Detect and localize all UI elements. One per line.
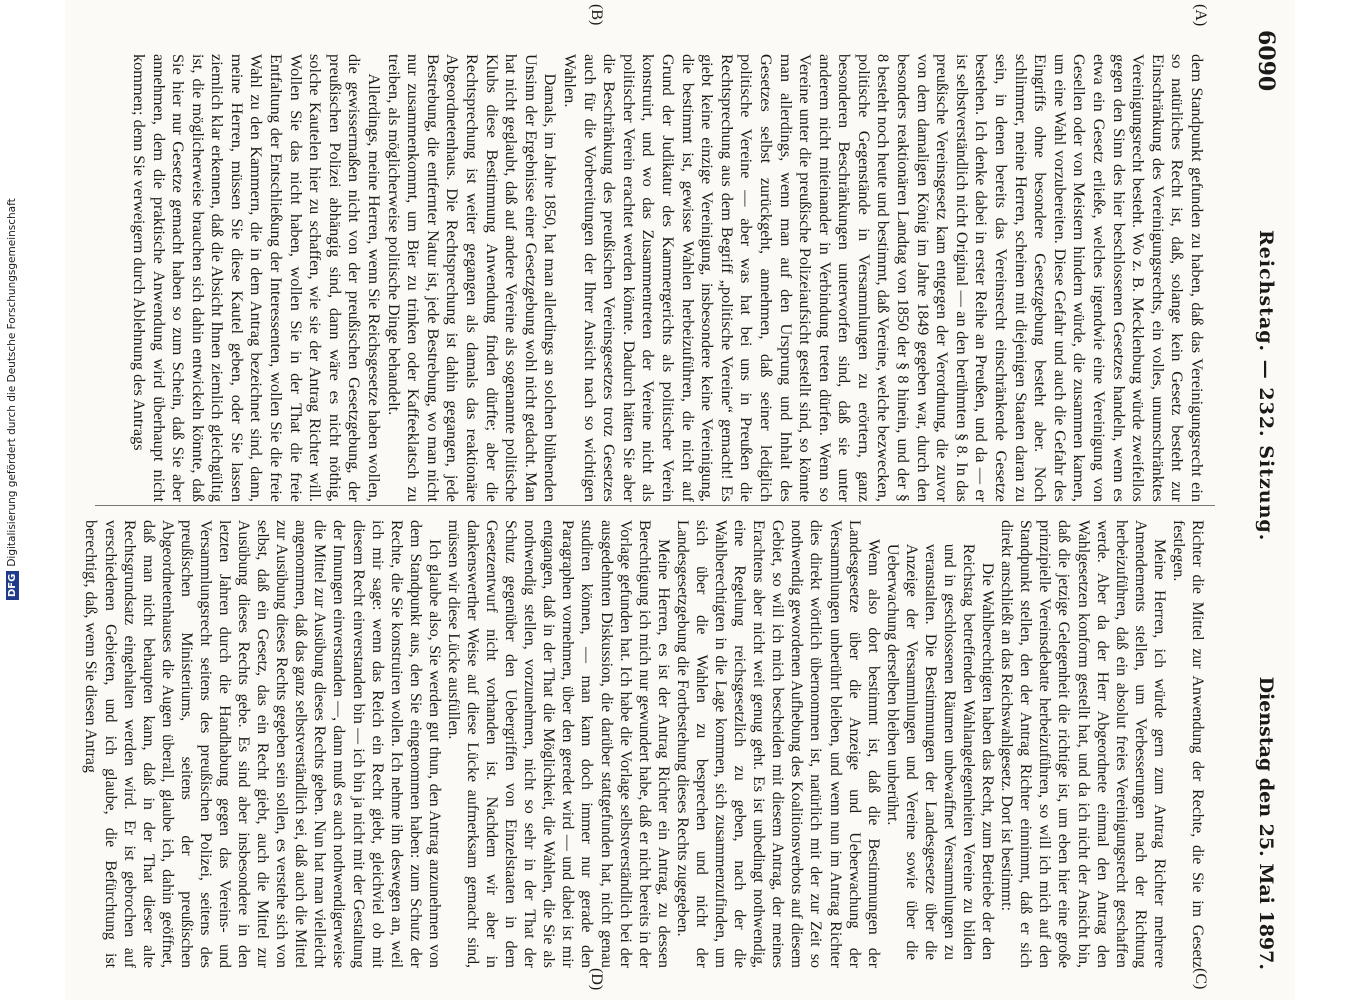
right-column	[81, 520, 1207, 968]
margin-marker-c: (C)	[1192, 968, 1209, 990]
right-paragraph-5: Meine Herren, es ist der Antrag Richter ein Antrag, zu dessen Berechtigung ich mich nur gewundert habe, daß er nicht bereits in der Vorlage gefunden hat. Ich habe die Vorlage selbstverständlich bei der ausgedehnten Diskussion, die darüber stattgefunden hat, nicht genau studiren können, — man kann doch immer nur gerade den Paragraphen vornehmen, über den geredet wird — und dabei ist mir entgangen, daß in der That die Möglichkeit, die Wahlen, die Sie als nothwendig stellen, vorzunehmen, nicht so sehr in der That der Schutz gegenüber den Uebergriffen von Einzelstaaten in dem Gesetzentwurf nicht vorhanden ist. Nachdem wir aber in dankenswerther Weise auf diese Lücke aufmerksam gemacht sind, müssen wir diese Lücke ausfüllen.	[444, 520, 672, 968]
left-paragraph-3: Allerdings, meine Herren, wenn Sie Reichsgesetze haben wollen, die gewissermaßen nicht von der preußischen Gesetzgebung, der preußischen Polizei abhängig sind, dann wäre es nicht nöthig, solche Kautelen hier zu schaffen, wie sie der Antrag Richter will. Wollen Sie das nicht haben, wollen Sie in der That die freie Entfaltung der Entschließung der Interessenten, wollen Sie die freie Wahl zu den Kammern, die in dem Antrag bezeichnet sind, dann, meine Herren, müssen Sie diese Kautel geben, oder Sie lassen ziemlich klar erkennen, daß die Absicht Ihnen ziemlich gleichgültig ist, die möglicherweise brauchen sich dahin entwickeln könnte, daß Sie hier nur Gesetze gemacht haben so zum Schein, daß Sie aber annehmen, dem die praktische Anwendung wird überhaupt nicht kommen; denn Sie verweigern durch Ablehnung des Antrags	[129, 54, 385, 502]
margin-marker-a: (A)	[1192, 4, 1209, 27]
left-column	[129, 54, 1207, 502]
page-header	[1239, 30, 1283, 970]
left-paragraph-1: dem Standpunkt gefunden zu haben, daß das Vereinigungsrecht ein so natürliches Recht ist, daß, solange kein Gesetz besteht zur Einschränkung des Vereinigungsrechts, ein volles, unumschränktes Vereinigungsrecht besteht. Wo z. B. Mecklenburg würde zweifellos gegen den Sinn des hier beschlossenen Gesetzes handeln, wenn es etwa ein Gesetz erließe, welches irgendwie eine Vereinigung von Gesellen oder von Meistern hindern würde, die zusammen kamen, um eine Wahl vorzubereiten. Diese Gefahr und auch die Gefahr des Eingriffs ohne besondere Gesetzgebung besteht aber. Noch schlimmer, meine Herren, scheinen mit diejenigen Staaten daran zu sein, in denen bereits das Vereinsrecht einschränkende Gesetze bestehen. Ich denke dabei in erster Reihe an Preußen, und da — er ist selbstverständlich nicht Original — an den berühmten § 8. In das preußische Vereinsgesetz kam entgegen der Verordnung, die zuvor von dem damaligen König im Jahre 1849 gegeben war, durch den besonders reaktionären Landtag von 1850 der § 8 hinein, und der § 8 besteht noch heute und bestimmt, daß Vereine, welche bezwecken, politische Gegenstände in Versammlungen zu erörtern, ganz besonderen Beschränkungen unterworfen sind, daß sie unter anderem nicht miteinander in Verbindung treten dürfen. Wenn so Vereine unter die preußische Polizeiaufsicht gestellt sind, so könnte man allerdings, wenn man auf den Ursprung und Inhalt des Gesetzes selbst zurückgeht, annehmen, daß seiner lediglich politische Vereine — aber was hat bei uns in Preußen die Rechtsprechung aus dem Begriff „politische Vereine“ gemacht! Es giebt keine einzige Vereinigung, insbesondere keine Vereinigung, die bestimmt ist, gewisse Wahlen herbeizuführen, die nicht auf Grund der Judikatur des Kammergerichts als politischer Verein konstruirt, und wo das Zusammentreten der Vereine nicht als politischer Verein erachtet werden könnte. Dadurch hätten Sie aber die Beschränkung des preußischen Vereinsgesetzes trotz Gesetzes auch für die Vorbereitungen der Ihrer Ansicht nach so wichtigen Wahlen.	[561, 54, 1207, 502]
right-paragraph-1: Richter die Mittel zur Anwendung der Rechte, die Sie im Gesetz festlegen.	[1169, 520, 1206, 968]
session-date: Dienstag den 25. Mai 1897.	[1255, 676, 1277, 970]
right-paragraph-6: Ich glaube also, Sie werden gut thun, den Antrag anzunehmen von dem Standpunkt aus, den Sie eingenommen haben: zum Schutz der Rechte, die Sie konstruiren wollen. Ich nehme ihn deswegen an, weil ich mir sage: wenn das Reich ein Recht giebt, gleichviel ob mit diesem Recht einverstanden bin — ich bin ja nicht mit der Gestaltung der Innungen einverstanden —, dann muß es auch nothwendigerweise die Mittel zur Ausübung dieses Rechts geben. Nun hat man vielleicht angenommen, daß das ganz selbstverständlich sei, daß auch die Mittel zur Ausübung dieses Rechts gegeben sein sollen, es verstehe sich von selbst, daß ein Gesetz, das ein Recht giebt, auch die Mittel zur Ausübung dieses Rechts gebe. Es sind aber insbesondere in den letzten Jahren durch die Handhabung gegen das Vereins- und Versammlungsrecht seitens des preußischen Polizei, seitens des preußischen Ministeriums, seitens der preußischen Abgeordnetenhauses die Augen überall, glaube ich, dahin geöffnet, daß man nicht behaupten kann, daß in der That dieser alte Rechtsgrundsatz eingehalten werden wird. Er ist gebrochen auf verschiedenen Gebieten, und ich glaube, die Befürchtung ist berechtigt, daß, wenn Sie diesen Antrag	[82, 520, 443, 968]
right-paragraph-4: Wenn also dort bestimmt ist, daß die Bestimmungen der Landesgesetze über die Anzeige und Ueberwachung der Versammlungen unberührt bleiben, und wenn nun im Antrag Richter dies direkt wörtlich übernommen ist, natürlich mit der zur Zeit so nothwendig gewordenen Aufhebung des Koalitionsverbots auf diesem Gebiet, so will ich mich bescheiden mit diesem Antrag, der meines Erachtens aber nicht weit genug geht. Es ist unbedingt nothwendig, eine Regelung reichsgesetzlich zu geben, nach der die Wahlberechtigten in die Lage kommen, sich zusammenzufinden, um sich über die Wahlen zu besprechen und nicht der Landesgesetzgebung die Fortbestehung dieses Rechts zugegeben.	[673, 520, 882, 968]
left-paragraph-2: Damals, im Jahre 1850, hat man allerdings an solchen blühenden Unsinn der Ergebnisse einer Gesetzgebung wohl nicht gedacht. Man hat nicht geglaubt, daß auf andere Vereine als sogenannte politische Klubs diese Bestimmung Anwendung finden dürfte; aber die Rechtsprechung ist weiter gegangen als damals das reaktionäre Abgeordnetenhaus. Die Rechtsprechung ist dahin gegangen, jede Bestrebung, die entfernter Natur ist, jede Bestrebung, wo man nicht nur zusammenkommt, um Bier zu trinken oder Kaffeeklatsch zu treiben, als möglicherweise politische Dinge behandelt.	[384, 54, 561, 502]
right-paragraph-2: Meine Herren, ich würde gern zum Antrag Richter mehrere Amendements stellen, um Verbesserungen nach der Richtung herbeizuführen, daß ein absolut freies Vereinigungsrecht geschaffen werde. Aber da der Herr Abgeordnete einmal den Antrag den Wahlgesetzen konform gestellt hat, und da ich nicht der Ansicht bin, daß die jetzige Gelegenheit die richtige ist, um eben hier eine große prinzipielle Vereinsdebatte herbeizuführen, so will ich mich auf den Standpunkt stellen, den der Antrag Richter einnimmt, daß er sich direkt anschließt an das Reichswahlgesetz. Dort ist bestimmt:	[998, 520, 1168, 968]
page-number: 6090	[1253, 30, 1279, 92]
digitization-credit	[6, 198, 19, 600]
margin-marker-d: (D)	[588, 968, 605, 991]
dfg-logo: DFG	[6, 571, 19, 600]
session-title: Reichstag. — 232. Sitzung.	[1255, 230, 1277, 542]
right-quote: Die Wahlberechtigten haben das Recht, zum Betriebe der den Reichstag betreffenden Wahlangelegenheiten Vereine zu bilden und in geschlossenen Räumen unbewaffnet Versammlungen zu veranstalten. Die Bestimmungen der Landesgesetze über die Anzeige der Versammlungen und Vereine sowie über die Ueberwachung derselben bleiben unberührt.	[883, 543, 997, 961]
margin-marker-b: (B)	[588, 4, 605, 26]
credit-text: Digitalisierung gefördert durch die Deutsche Forschungsgemeinschaft	[6, 198, 18, 567]
document-page	[65, 0, 1295, 1000]
column-divider	[95, 505, 1215, 506]
